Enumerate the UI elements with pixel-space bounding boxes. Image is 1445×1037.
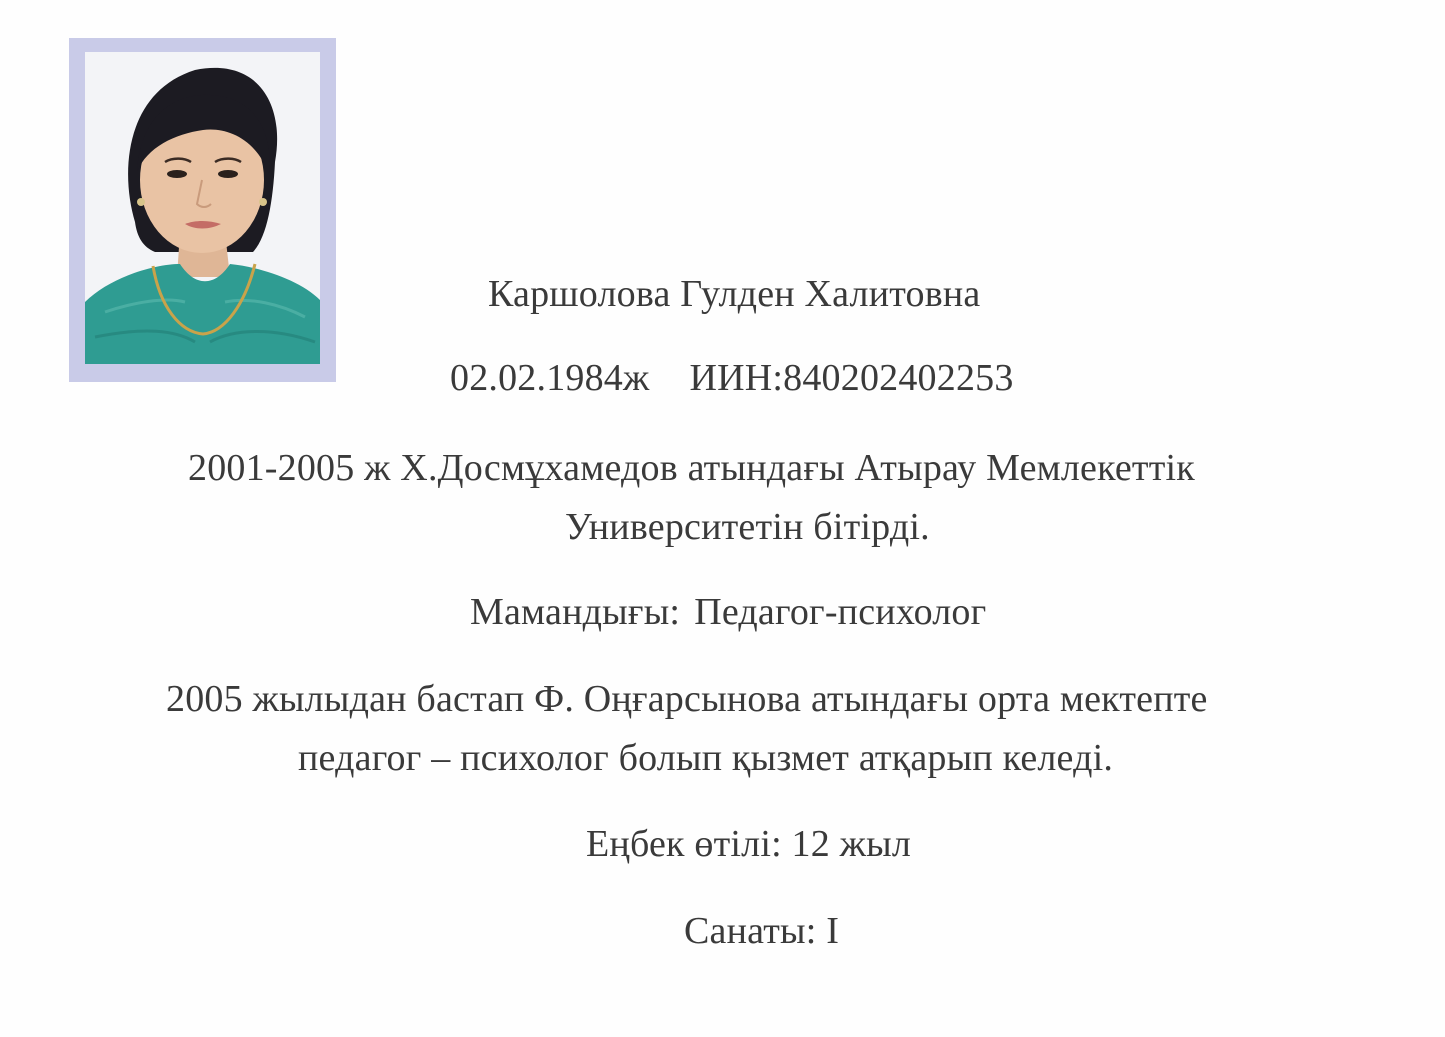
full-name: Каршолова Гулден Халитовна [488,273,981,315]
portrait-photo [85,52,320,364]
birth-date: 02.02.1984ж [450,357,650,399]
education-line-1: 2001-2005 ж Х.Досмұхамедов атындағы Атырау Мемлекеттік [188,447,1195,489]
portrait-photo-frame [69,38,336,382]
iin-number: ИИН:840202402253 [689,357,1014,399]
specialty-label: Мамандығы: [470,591,681,633]
birth-and-iin-line [450,356,1014,400]
qualification-category: Санаты: І [684,910,840,952]
employment-line-1: 2005 жылыдан бастап Ф. Оңғарсынова атындағы орта мектепте [166,678,1208,720]
employment-line-2: педагог – психолог болып қызмет атқарып келеді. [298,737,1114,779]
specialty-value: Педагог-психолог [694,591,987,633]
specialty-line [470,590,986,634]
portrait-image [85,52,320,364]
work-experience: Еңбек өтілі: 12 жыл [586,823,912,865]
education-line-2: Университетін бітірді. [565,506,930,548]
